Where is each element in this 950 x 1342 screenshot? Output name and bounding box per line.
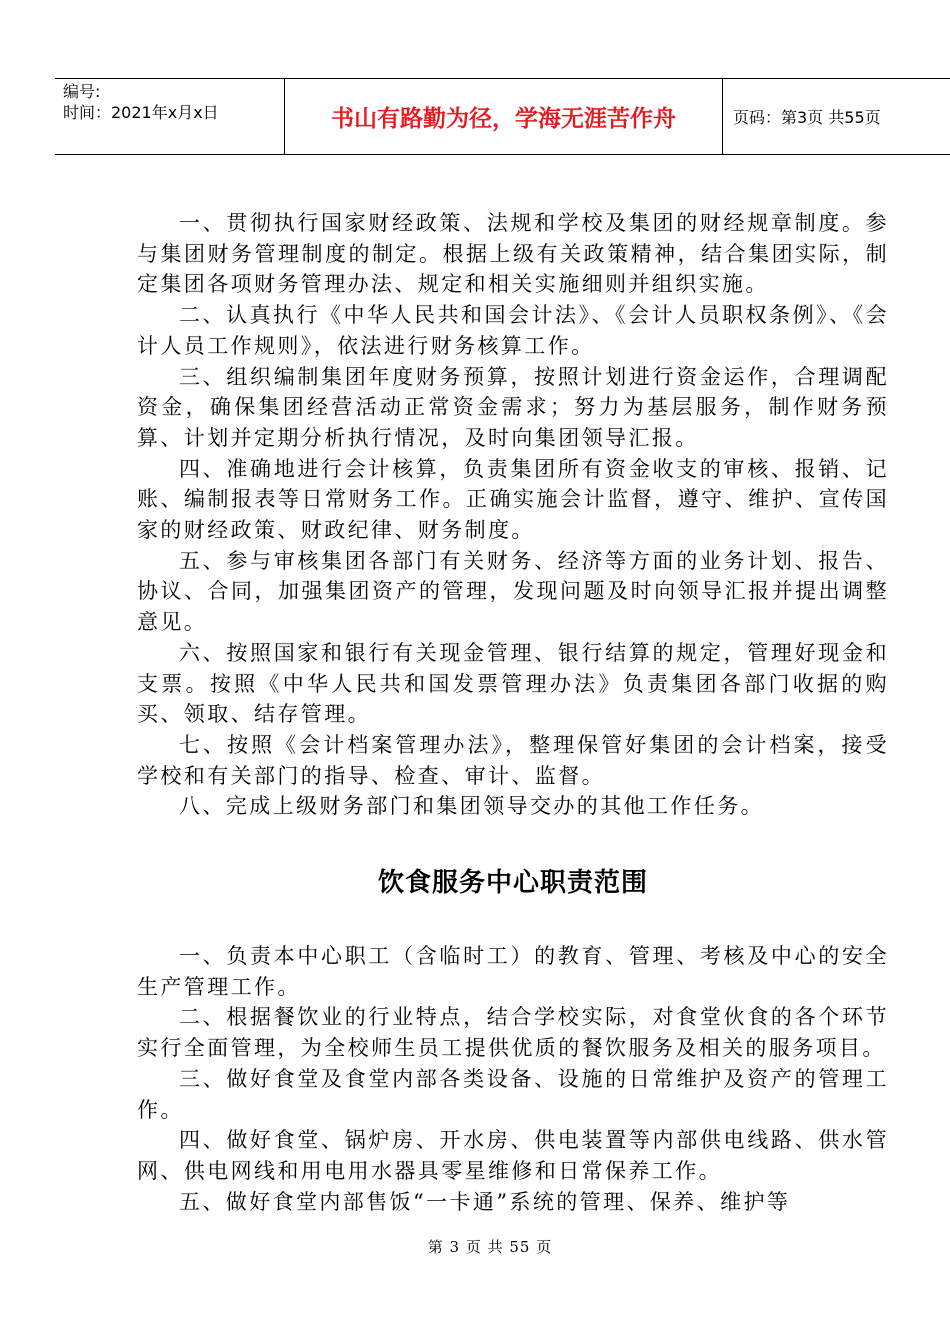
section-catering-duties [137, 941, 889, 1217]
document-number-label: 编号: [63, 82, 101, 101]
paragraph: 四、准确地进行会计核算，负责集团所有资金收支的审核、报销、记账、编制报表等日常财务工作。正确实施会计监督，遵守、维护、宣传国家的财经政策、财政纪律、财务制度。 [137, 456, 889, 543]
section-title: 饮食服务中心职责范围 [377, 868, 648, 898]
paragraph: 五、参与审核集团各部门有关财务、经济等方面的业务计划、报告、协议、合同，加强集团资产的管理，发现问题及时向领导汇报并提出调整意见。 [137, 548, 889, 635]
paragraph: 六、按照国家和银行有关现金管理、银行结算的规定，管理好现金和支票。按照《中华人民共和国发票管理办法》负责集团各部门收据的购买、领取、结存管理。 [137, 640, 889, 727]
header-motto: 书山有路勤为径，学海无涯苦作舟 [285, 79, 723, 154]
section-finance-duties [137, 208, 889, 822]
paragraph: 五、做好食堂内部售饭“一卡通”系统的管理、保养、维护等 [179, 1189, 791, 1214]
paragraph: 二、认真执行《中华人民共和国会计法》、《会计人员职权条例》、《会计人员工作规则》，依法进行财务核算工作。 [137, 303, 889, 358]
paragraph: 四、做好食堂、锅炉房、开水房、供电装置等内部供电线路、供水管网、供电网线和用电用水器具零星维修和日常保养工作。 [137, 1128, 889, 1183]
paragraph: 三、做好食堂及食堂内部各类设备、设施的日常维护及资产的管理工作。 [137, 1066, 889, 1122]
header-page-info: 页码：第3页 共55页 [733, 108, 881, 127]
page-header [55, 78, 950, 155]
paragraph: 一、负责本中心职工（含临时工）的教育、管理、考核及中心的安全生产管理工作。 [137, 944, 889, 999]
paragraph: 七、按照《会计档案管理办法》，整理保管好集团的会计档案，接受学校和有关部门的指导、检查、审计、监督。 [137, 732, 889, 788]
paragraph: 一、贯彻执行国家财经政策、法规和学校及集团的财经规章制度。参与集团财务管理制度的制定。根据上级有关政策精神，结合集团实际，制定集团各项财务管理办法、规定和相关实施细则并组织实施。 [137, 211, 889, 297]
paragraph: 三、组织编制集团年度财务预算，按照计划进行资金运作，合理调配资金，确保集团经营活动正常资金需求；努力为基层服务，制作财务预算、计划并定期分析执行情况，及时向集团领导汇报。 [137, 364, 889, 450]
header-meta [55, 79, 285, 154]
paragraph: 二、根据餐饮业的行业特点，结合学校实际，对食堂伙食的各个环节实行全面管理，为全校师生员工提供优质的餐饮服务及相关的服务项目。 [137, 1005, 889, 1061]
page-footer: 第 3 页 共 55 页 [427, 1238, 553, 1256]
document-time-label: 时间：2021年x月x日 [63, 103, 219, 122]
paragraph: 八、完成上级财务部门和集团领导交办的其他工作任务。 [179, 794, 764, 819]
